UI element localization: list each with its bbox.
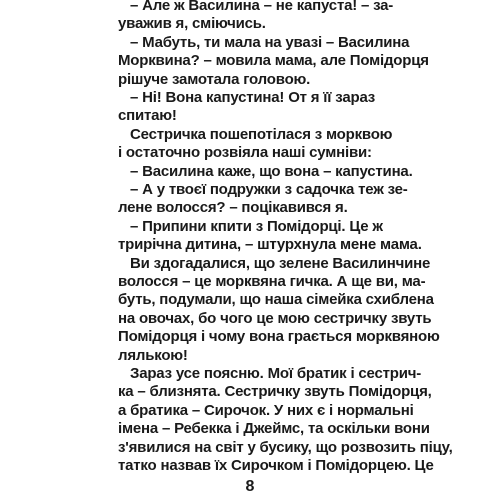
text-line: волосся – це морквяна гичка. А ще ви, ма- (118, 273, 426, 290)
text-line: – Мабуть, ти мала на увазі – Василина (130, 33, 410, 51)
text-line: – Ні! Вона капустина! От я її зараз (130, 89, 376, 106)
text-line: Зараз усе поясню. Мої братик і сестрич- (130, 365, 422, 382)
text-line: Помідорця і чому вона грається морквяною (118, 328, 440, 346)
text-line: – Василина каже, що вона – капустина. (130, 162, 413, 180)
text-line: – А у твоєї подружки з садочка теж зе- (130, 181, 408, 198)
text-line: ка – близнята. Сестричку звуть Помідорця, (118, 383, 432, 401)
text-line: лялькою! (118, 346, 188, 364)
page-number: 8 (245, 478, 255, 495)
text-line: з'явилися на світ у бусику, що розвозить піцу, (118, 438, 453, 456)
text-line: – Але ж Василина – не капуста! – за- (130, 0, 394, 14)
text-line: рішуче замотала головою. (118, 70, 311, 88)
text-line: буть, подумали, що наша сімейка схиблена (118, 291, 434, 309)
text-line: Морквина? – мовила мама, але Помідорця (118, 52, 429, 70)
text-line: – Припини кпити з Помідорці. Це ж (130, 217, 383, 235)
text-line: Сестричка пошепотілася з морквою (130, 125, 393, 143)
text-line: татко назвав їх Сирочком і Помідорцею. Це (118, 457, 434, 474)
text-line: Ви здогадалися, що зелене Василинчине (130, 254, 431, 272)
text-line: уважив я, сміючись. (118, 15, 266, 33)
text-line: а братика – Сирочок. У них є і нормальні (118, 401, 414, 419)
text-line: трирічна дитина, – штурхнула мене мама. (118, 236, 422, 254)
text-line: спитаю! (118, 107, 177, 125)
text-line: імена – Ребекка і Джеймс, та оскільки вони (118, 420, 430, 438)
text-line: лене волосся? – поцікавився я. (118, 199, 348, 217)
text-line: на овочах, бо чого це мою сестричку звуть (118, 309, 432, 327)
text-line: і остаточно розвіяла наші сумніви: (118, 144, 372, 162)
